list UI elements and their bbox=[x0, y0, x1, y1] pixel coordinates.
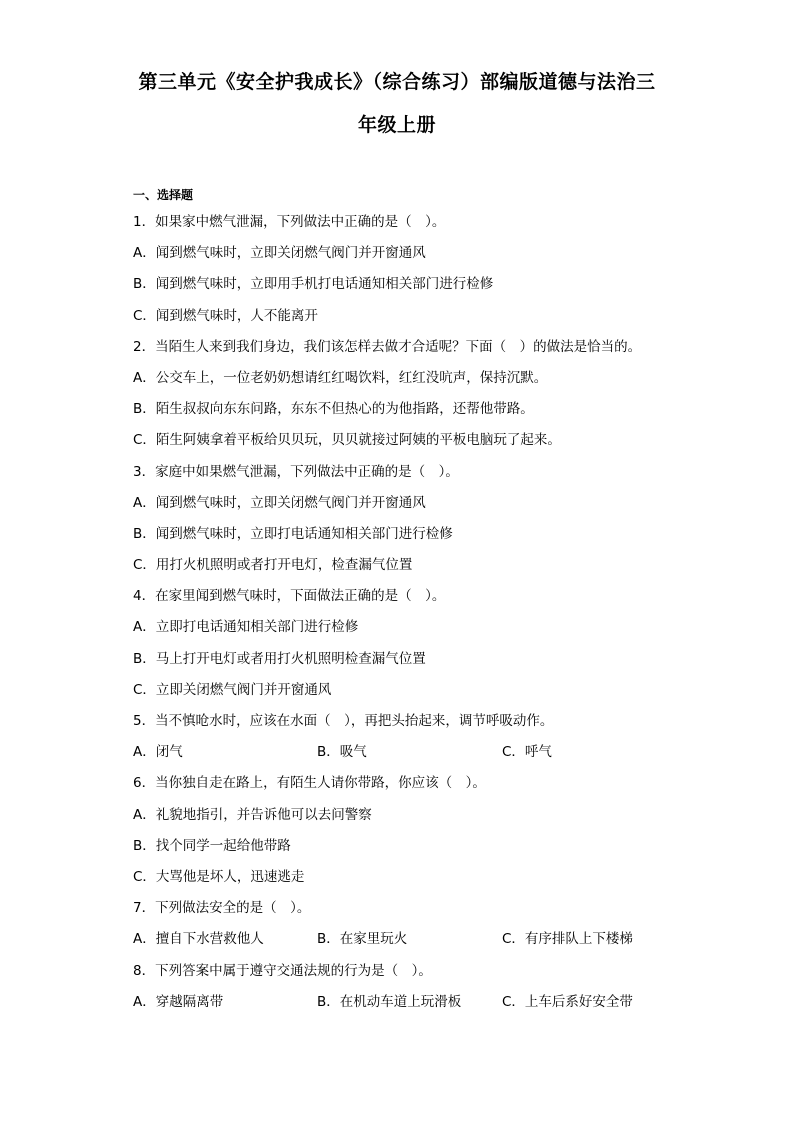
question-7-option-b: B．在家里玩火 bbox=[317, 931, 408, 948]
question-8-option-a: A．穿越隔离带 bbox=[133, 993, 224, 1010]
question-8-stem: 8．下列答案中属于遵守交通法规的行为是（ ）。 bbox=[133, 962, 432, 979]
question-2-option-a: A．公交车上，一位老奶奶想请红红喝饮料，红红没吭声，保持沉默。 bbox=[133, 369, 548, 386]
question-1-option-b: B．闻到燃气味时，立即用手机打电话通知相关部门进行检修 bbox=[133, 276, 494, 293]
question-3-option-b: B．闻到燃气味时，立即打电话通知相关部门进行检修 bbox=[133, 525, 453, 542]
question-4-stem: 4．在家里闻到燃气味时，下面做法正确的是（ ）。 bbox=[133, 588, 446, 605]
question-7-option-c: C．有序排队上下楼梯 bbox=[502, 931, 633, 948]
question-4-option-b: B．马上打开电灯或者用打火机照明检查漏气位置 bbox=[133, 650, 426, 667]
question-4-option-c: C．立即关闭燃气阀门并开窗通风 bbox=[133, 681, 332, 698]
question-7-stem: 7．下列做法安全的是（ ）。 bbox=[133, 900, 311, 917]
question-6-option-c: C．大骂他是坏人，迅速逃走 bbox=[133, 868, 305, 885]
question-2-option-b: B．陌生叔叔向东东问路，东东不但热心的为他指路，还帮他带路。 bbox=[133, 401, 534, 418]
question-2-option-c: C．陌生阿姨拿着平板给贝贝玩，贝贝就接过阿姨的平板电脑玩了起来。 bbox=[133, 432, 561, 449]
document-title-line-2: 年级上册 bbox=[357, 114, 436, 136]
question-1-stem: 1．如果家中燃气泄漏，下列做法中正确的是（ ）。 bbox=[133, 214, 446, 230]
question-list bbox=[133, 212, 693, 1023]
question-3-option-a: A．闻到燃气味时，立即关闭燃气阀门并开窗通风 bbox=[133, 494, 426, 511]
question-5-option-a: A．闭气 bbox=[133, 744, 183, 761]
section-heading: 一、选择题 bbox=[133, 188, 194, 202]
document-title-line-1: 第三单元《安全护我成长》（综合练习）部编版道德与法治三 bbox=[138, 71, 656, 93]
question-2-stem: 2．当陌生人来到我们身边，我们该怎样去做才合适呢？下面（ ）的做法是恰当的。 bbox=[133, 338, 642, 355]
question-4-option-a: A．立即打电话通知相关部门进行检修 bbox=[133, 619, 359, 636]
question-5-option-b: B．吸气 bbox=[317, 744, 367, 761]
question-5-option-c: C．呼气 bbox=[502, 744, 552, 761]
question-1-option-a: A．闻到燃气味时，立即关闭燃气阀门并开窗通风 bbox=[133, 245, 426, 262]
question-6-stem: 6．当你独自走在路上，有陌生人请你带路，你应该（ ）。 bbox=[133, 775, 486, 792]
question-7-option-a: A．擅自下水营救他人 bbox=[133, 931, 264, 948]
question-3-option-c: C．用打火机照明或者打开电灯，检查漏气位置 bbox=[133, 557, 413, 574]
question-8-options bbox=[133, 992, 693, 1023]
question-6-option-a: A．礼貌地指引，并告诉他可以去问警察 bbox=[133, 806, 372, 823]
question-1-option-c: C．闻到燃气味时，人不能离开 bbox=[133, 307, 318, 324]
question-7-options bbox=[133, 929, 693, 960]
question-8-option-b: B．在机动车道上玩滑板 bbox=[317, 993, 462, 1010]
question-8-option-c: C．上车后系好安全带 bbox=[502, 993, 633, 1010]
question-5-stem: 5．当不慎呛水时，应该在水面（ ），再把头抬起来，调节呼吸动作。 bbox=[133, 713, 554, 729]
question-5-options bbox=[133, 742, 693, 773]
question-6-option-b: B．找个同学一起给他带路 bbox=[133, 837, 291, 854]
question-3-stem: 3．家庭中如果燃气泄漏，下列做法中正确的是（ ）。 bbox=[133, 463, 459, 480]
